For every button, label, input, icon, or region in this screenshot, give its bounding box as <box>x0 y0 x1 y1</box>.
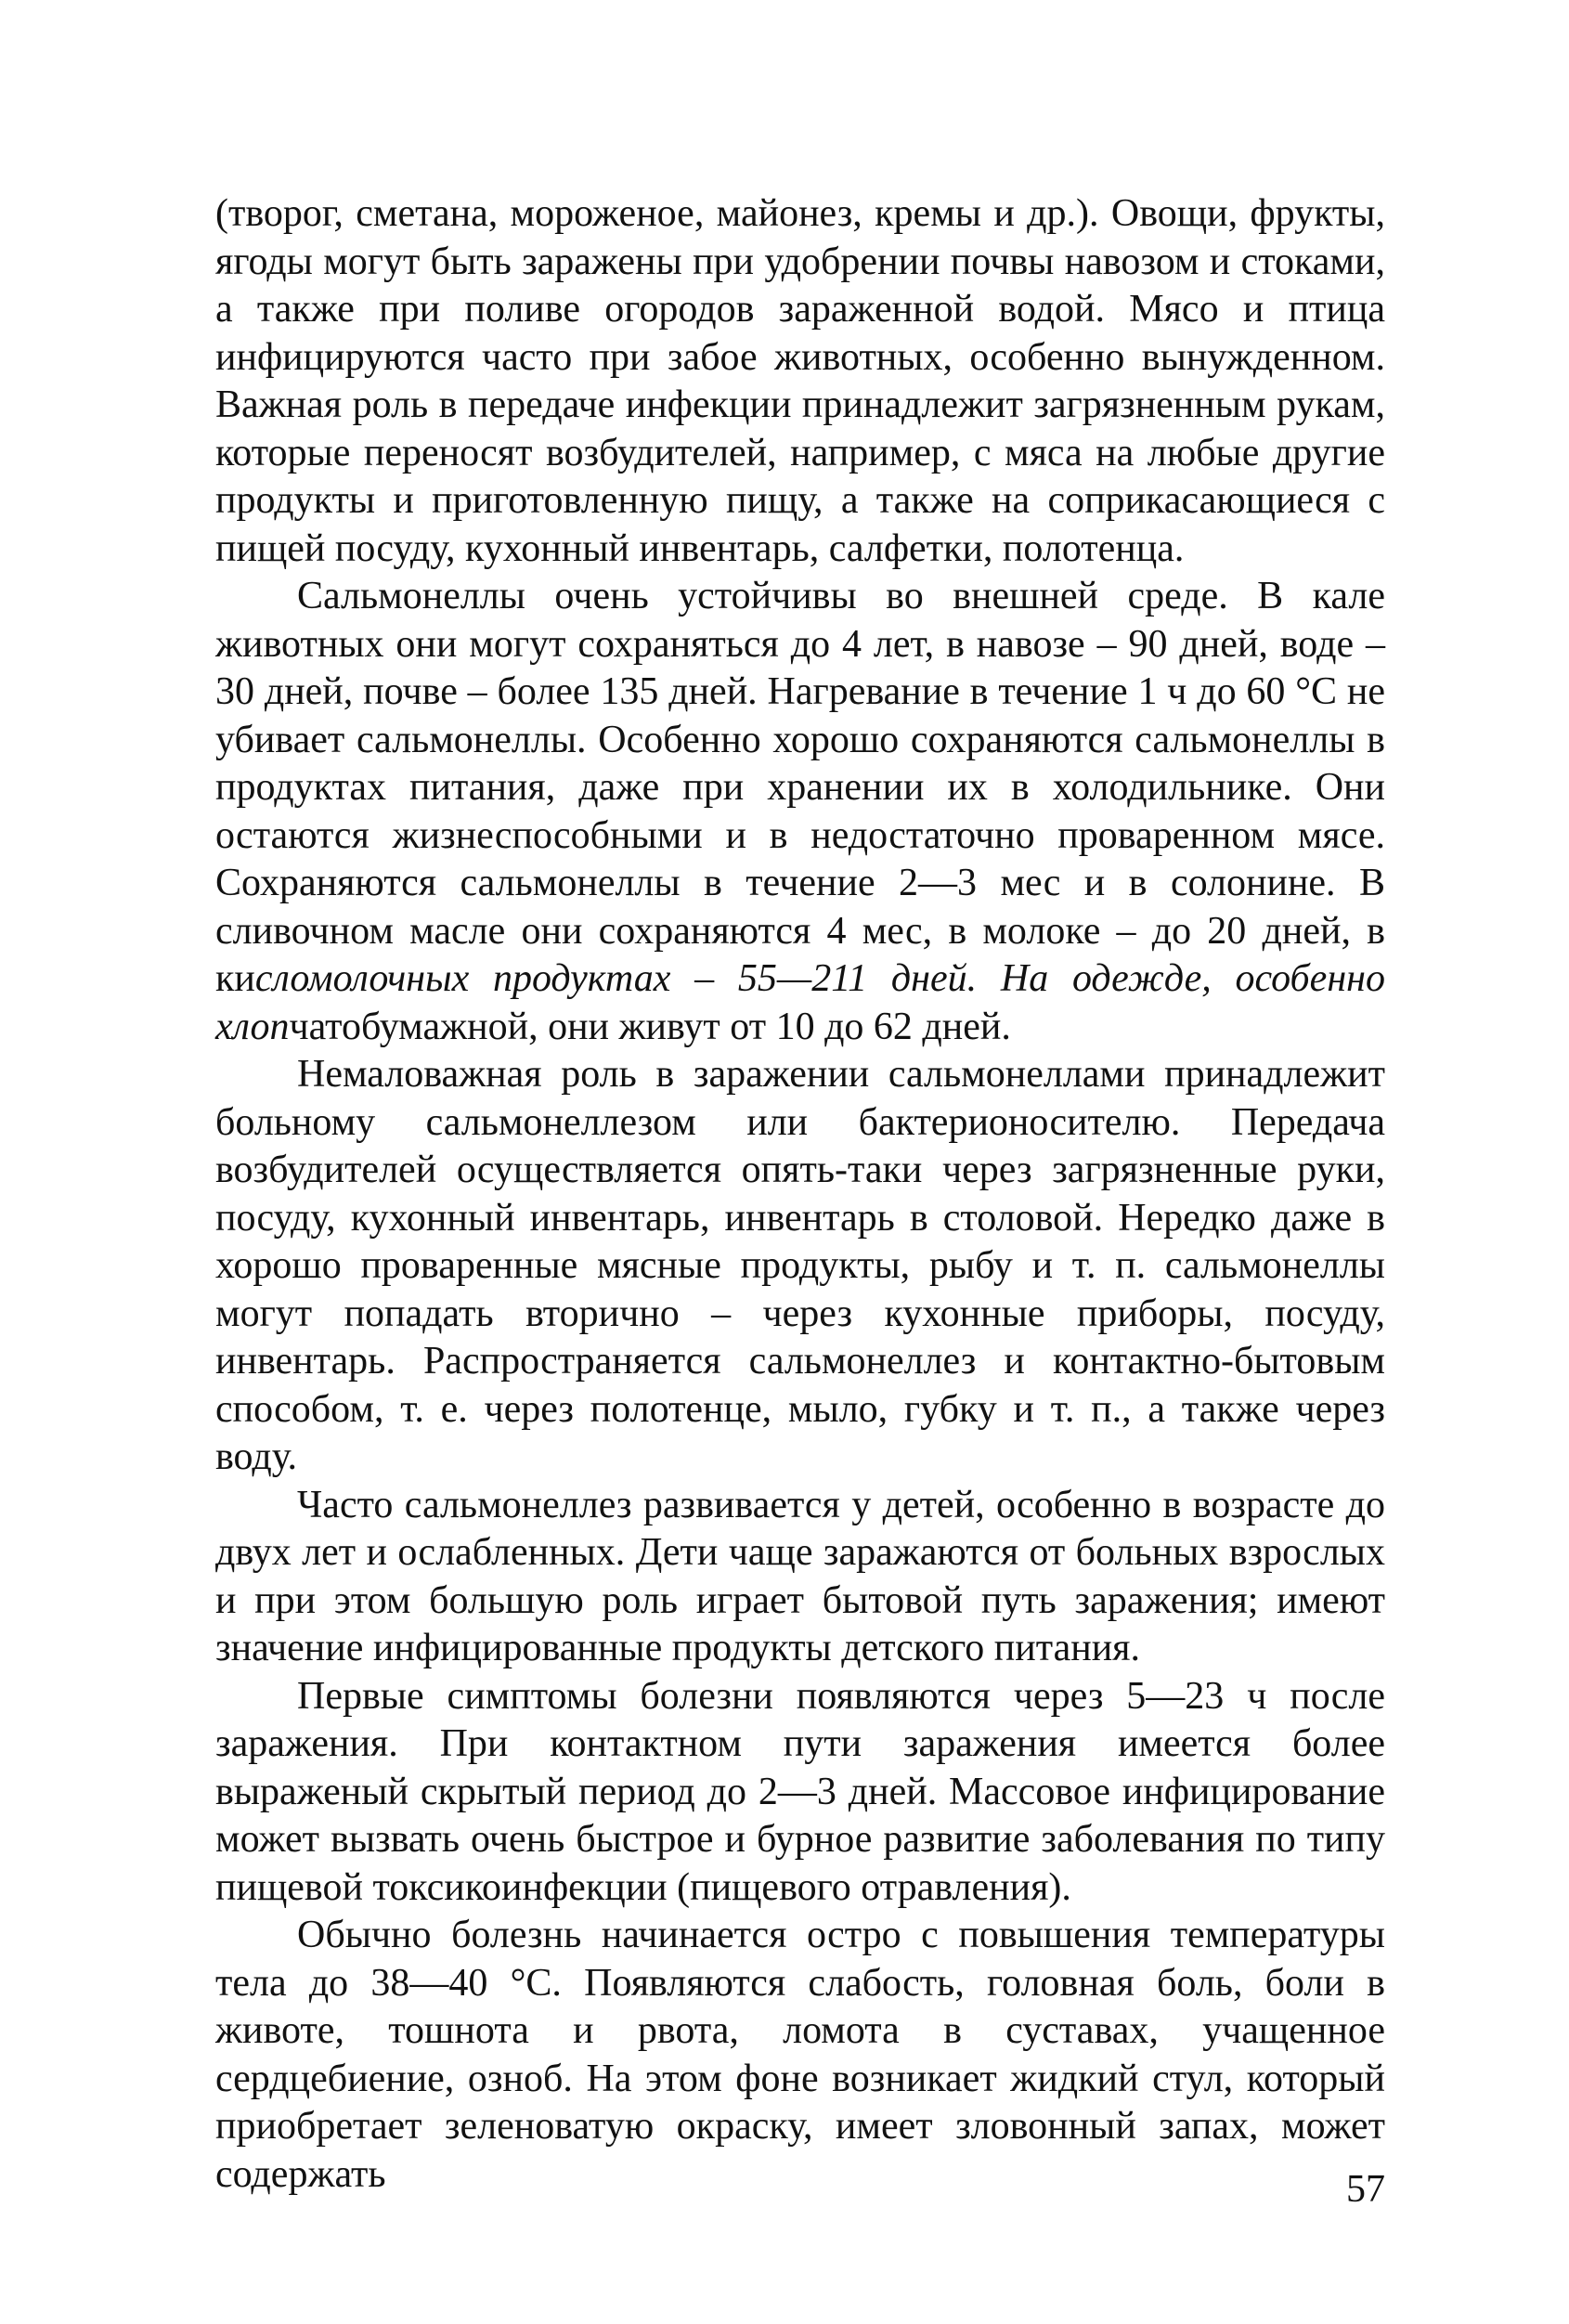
page-number: 57 <box>1346 2168 1385 2211</box>
paragraph-2-text: Сальмонеллы очень устойчивы во внешней среде. В кале животных они могут сохраняться до 4 лет, в навозе – 90 дней, воде – 30 дней, почве – более 135 дней. Нагревание в течение 1 ч до 60 °С не убивает сальмонеллы. Особенно хорошо сохраняются сальмонеллы в продуктах питания, даже при хранении их в холодильнике. Они остаются жизнеспособными и в недостаточно проваренном мясе. Сохраняются сальмонеллы в течение 2—3 мес и в солонине. В сливочном масле они сохраняются 4 мес, в молоке – до 20 дней, в ки <box>215 575 1385 1000</box>
paragraph-4: Часто сальмонеллез развивается у детей, особенно в возрасте до двух лет и ослабленных. Дети чаще заражаются от больных взрослых и при этом большую роль играет бытовой путь заражения; имеют значение инфицированные продукты детского питания. <box>215 1483 1385 1669</box>
paragraph-1: (творог, сметана, мороженое, майонез, кремы и др.). Овощи, фрукты, ягоды могут быть заражены при удобрении почвы навозом и стоками, а также при поливе огородов зараженной водой. Мясо и птица инфицируются часто при забое животных, особенно вынужденном. Важная роль в передаче инфекции принадлежит загрязненным рукам, которые переносят возбудителей, например, с мяса на любые другие продукты и приготовленную пищу, а также на соприкасающиеся с пищей посуду, кухонный инвентарь, салфетки, полотенца. <box>215 192 1385 570</box>
paragraph-2-italic-text: сломолочных продуктах – 55—211 дней. На одежде, особенно хлоп <box>215 957 1385 1048</box>
paragraph-2-text-end: чатобумажной, они живут от 10 до 62 дней. <box>289 1005 1011 1048</box>
paragraph-5: Первые симптомы болезни появляются через 5—23 ч после заражения. При контактном пути заражения имеется более выраженый скрытый период до 2—3 дней. Массовое инфицирование может вызвать очень быстрое и бурное развитие заболевания по типу пищевой токсикоинфекции (пищевого отравления). <box>215 1674 1385 1909</box>
paragraph-3: Немаловажная роль в заражении сальмонеллами принадлежит больному сальмонеллезом или бактерионосителю. Передача возбудителей осуществляется опять-таки через загрязненные руки, посуду, кухонный инвентарь, инвентарь в столовой. Нередко даже в хорошо проваренные мясные продукты, рыбу и т. п. сальмонеллы могут попадать вторично – через кухонные приборы, посуду, инвентарь. Распространяется сальмонеллез и контактно-бытовым способом, т. е. через полотенце, мыло, губку и т. п., а также через воду. <box>215 1053 1385 1478</box>
paragraph-6: Обычно болезнь начинается остро с повышения температуры тела до 38—40 °С. Появляются слабость, головная боль, боли в животе, тошнота и рвота, ломота в суставах, учащенное сердцебиение, озноб. На этом фоне возникает жидкий стул, который приобретает зеленоватую окраску, имеет зловонный запах, может содержать <box>215 1914 1385 2196</box>
paragraph-2 <box>215 573 1385 1051</box>
page-body <box>215 190 1385 2199</box>
